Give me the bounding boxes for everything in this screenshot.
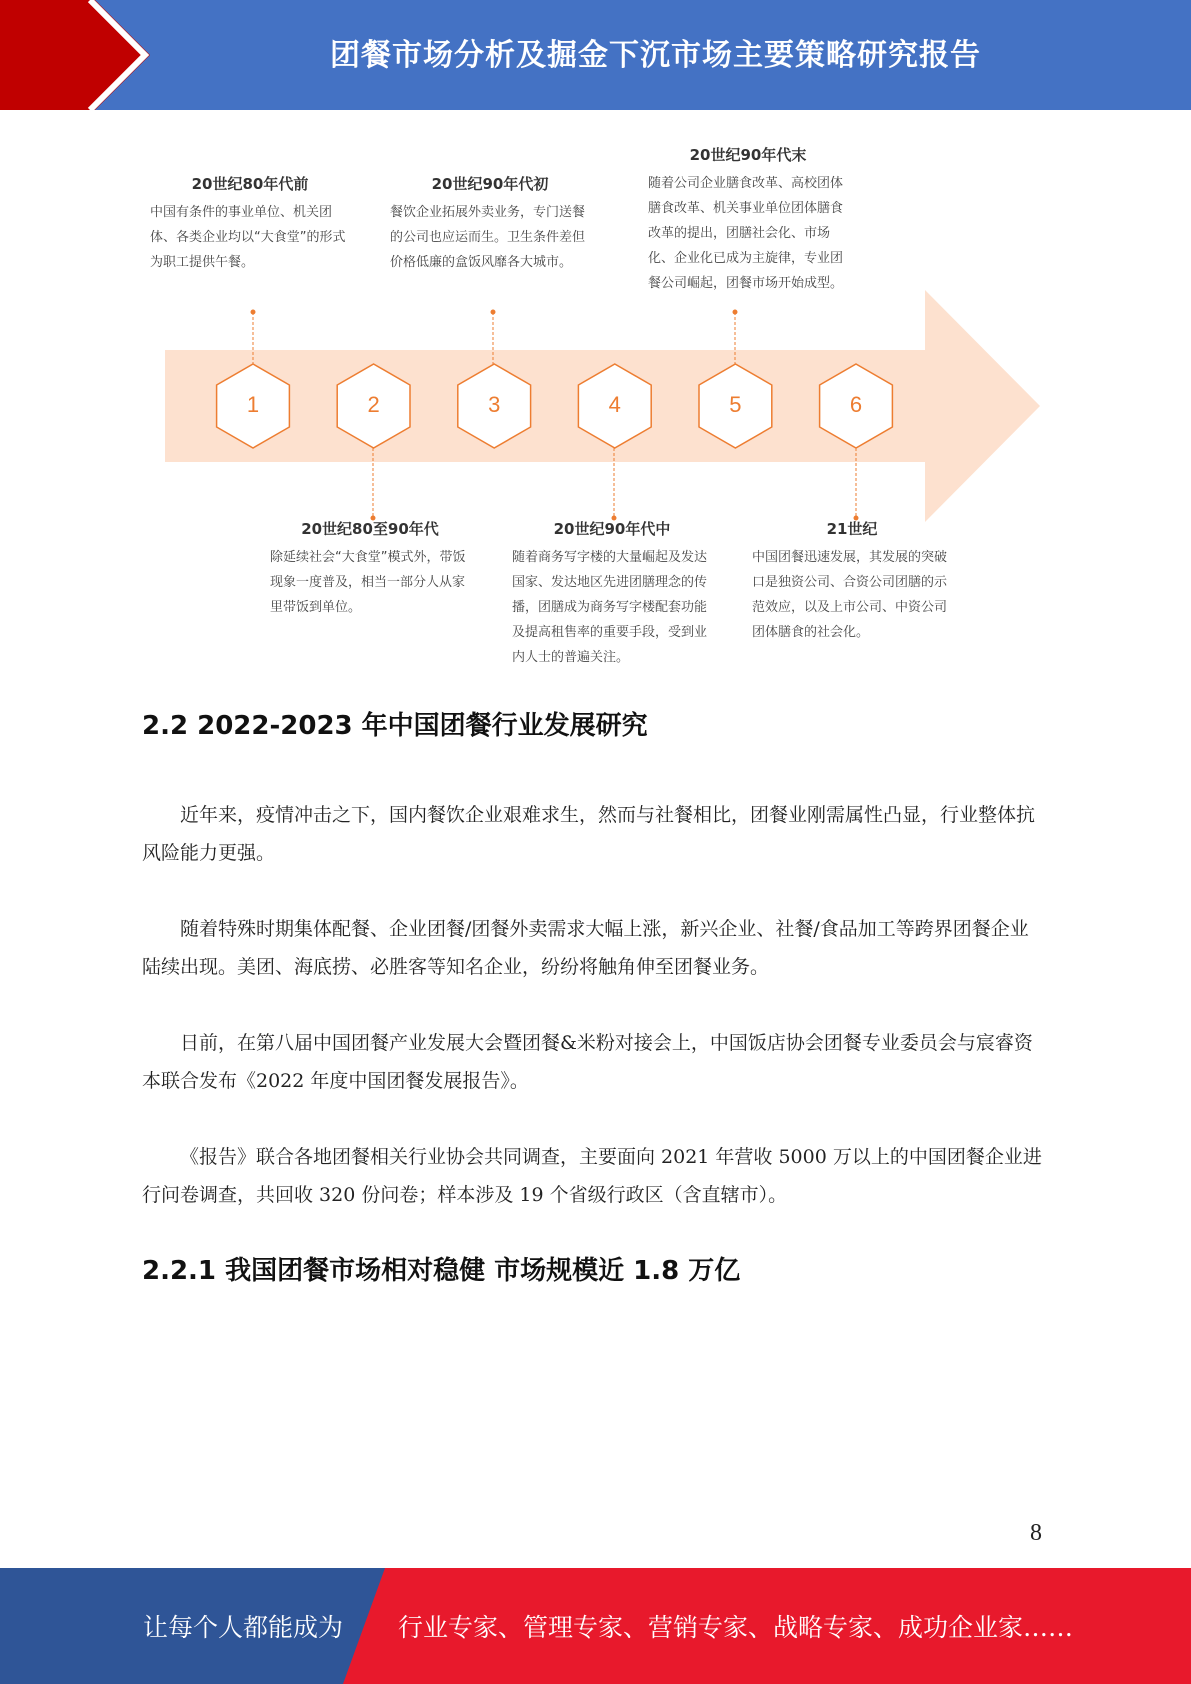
page-footer	[0, 1568, 1191, 1684]
paragraph-3: 日前，在第八届中国团餐产业发展大会暨团餐&米粉对接会上，中国饭店协会团餐专业委员会与宸睿资本联合发布《2022 年度中国团餐发展报告》。	[142, 1032, 1033, 1092]
page-number: 8	[1030, 1520, 1042, 1546]
header-title: 团餐市场分析及掘金下沉市场主要策略研究报告	[330, 38, 981, 73]
section-heading-2-2: 2.2 2022-2023 年中国团餐行业发展研究	[142, 711, 648, 741]
timeline-event-4	[512, 518, 712, 670]
timeline-event-1	[150, 173, 350, 275]
event-text: 随着商务写字楼的大量崛起及发达国家、发达地区先进团膳理念的传播，团膳成为商务写字楼配套功能及提高租售率的重要手段，受到业内人士的普遍关注。	[512, 550, 708, 665]
event-text: 中国团餐迅速发展，其发展的突破口是独资公司、合资公司团膳的示范效应，以及上市公司、中资公司团体膳食的社会化。	[752, 550, 948, 640]
timeline-event-5	[648, 144, 848, 296]
timeline-event-6	[752, 518, 952, 645]
timeline-event-3	[390, 173, 590, 275]
event-text: 中国有条件的事业单位、机关团体、各类企业均以“大食堂”的形式为职工提供午餐。	[150, 205, 346, 270]
development-timeline	[140, 130, 1070, 690]
paragraph-4: 《报告》联合各地团餐相关行业协会共同调查，主要面向 2021 年营收 5000 万以上的中国团餐企业进行问卷调查，共回收 320 份问卷；样本涉及 19 个省级行政区（含直辖市）。	[142, 1146, 1042, 1206]
timeline-hexagon-label: 4	[608, 392, 621, 417]
timeline-hexagon-label: 6	[849, 392, 863, 417]
event-title: 20世纪90年代末	[689, 146, 807, 164]
event-text: 餐饮企业拓展外卖业务，专门送餐的公司也应运而生。卫生条件差但价格低廉的盒饭风靡各大城市。	[390, 205, 586, 270]
section-heading-2-2-1: 2.2.1 我国团餐市场相对稳健 市场规模近 1.8 万亿	[142, 1256, 741, 1286]
event-title: 20世纪80至90年代	[301, 520, 439, 538]
event-title: 20世纪90年代初	[431, 175, 549, 193]
event-title: 21世纪	[826, 520, 878, 538]
event-title: 20世纪90年代中	[553, 520, 671, 538]
page-header	[0, 0, 1191, 110]
event-text: 除延续社会“大食堂”模式外，带饭现象一度普及，相当一部分人从家里带饭到单位。	[270, 550, 466, 615]
event-title: 20世纪80年代前	[191, 175, 309, 193]
timeline-hexagon-label: 2	[367, 392, 380, 417]
paragraph-1: 近年来，疫情冲击之下，国内餐饮企业艰难求生，然而与社餐相比，团餐业刚需属性凸显，行业整体抗风险能力更强。	[142, 804, 1036, 864]
header-chevron-decoration	[0, 0, 200, 110]
event-text: 随着公司企业膳食改革、高校团体膳食改革、机关事业单位团体膳食改革的提出，团膳社会化、市场化、企业化已成为主旋律，专业团餐公司崛起，团餐市场开始成型。	[648, 176, 844, 291]
timeline-hexagon-label: 3	[488, 392, 501, 417]
timeline-hexagon-label: 1	[246, 392, 260, 417]
timeline-event-2	[270, 518, 470, 620]
footer-slogan-right: 行业专家、管理专家、营销专家、战略专家、成功企业家……	[398, 1613, 1074, 1642]
paragraph-2: 随着特殊时期集体配餐、企业团餐/团餐外卖需求大幅上涨，新兴企业、社餐/食品加工等跨界团餐企业陆续出现。美团、海底捞、必胜客等知名企业，纷纷将触角伸至团餐业务。	[142, 918, 1029, 978]
footer-slogan-left: 让每个人都能成为	[143, 1613, 344, 1642]
timeline-hexagon-label: 5	[729, 392, 742, 417]
